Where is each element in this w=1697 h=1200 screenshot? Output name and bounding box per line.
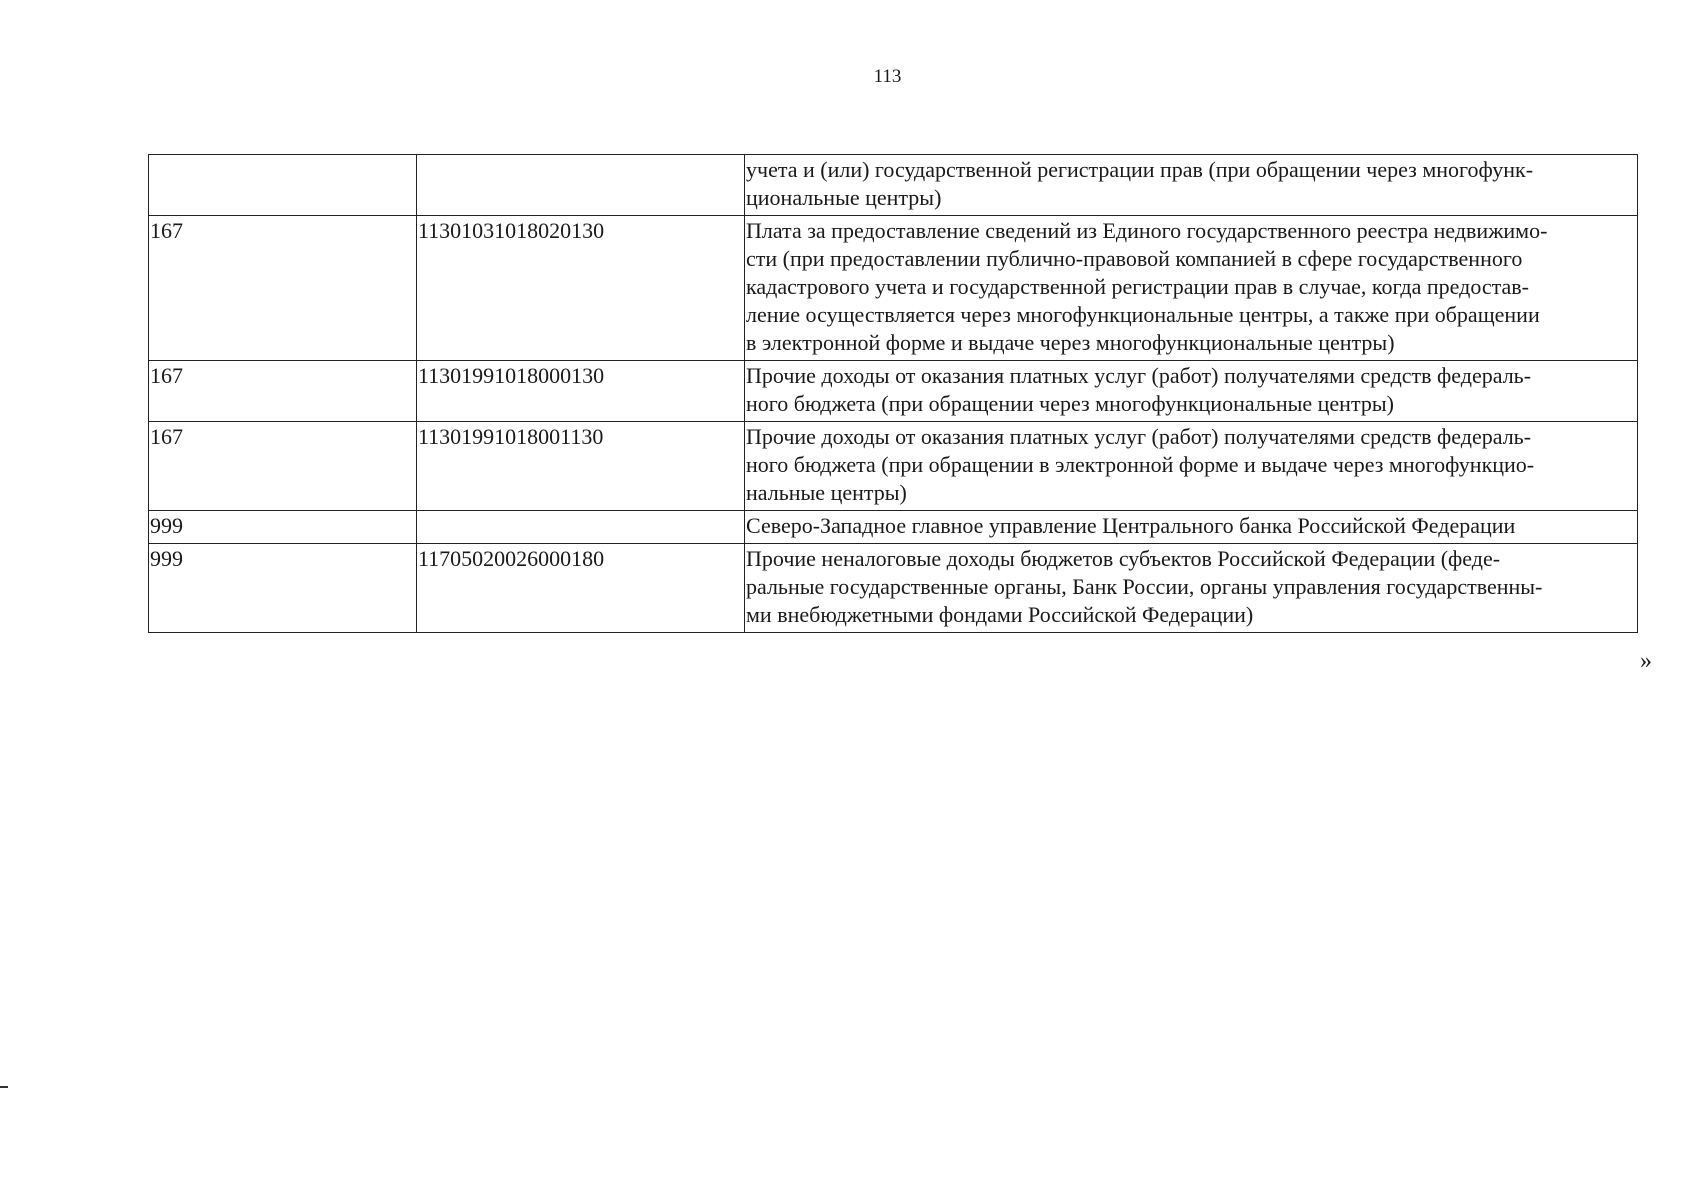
- admin-code-cell: 167: [149, 361, 417, 422]
- closing-quote-mark: »: [1640, 648, 1652, 674]
- description-cell: учета и (или) государственной регистрации прав (при обращении через многофунк- циональные центры): [745, 155, 1638, 216]
- admin-code-cell: 999: [149, 544, 417, 633]
- description-cell: Прочие неналоговые доходы бюджетов субъектов Российской Федерации (феде- ральные государственные органы, Банк России, органы управления государственны- ми внебюджетными фондами Российской Федерации): [745, 544, 1638, 633]
- income-code-cell: 11301031018020130: [417, 216, 745, 361]
- admin-code-cell: [149, 155, 417, 216]
- income-code-cell: 11705020026000180: [417, 544, 745, 633]
- description-cell: Прочие доходы от оказания платных услуг (работ) получателями средств федераль- ного бюджета (при обращении в электронной форме и выдаче через многофункцио- нальные центры): [745, 422, 1638, 511]
- table-row: [149, 422, 1638, 511]
- income-code-cell: [417, 155, 745, 216]
- income-code-cell: 11301991018000130: [417, 361, 745, 422]
- table-row: [149, 361, 1638, 422]
- income-code-cell: 11301991018001130: [417, 422, 745, 511]
- admin-code-cell: 167: [149, 216, 417, 361]
- budget-codes-table: [148, 154, 1638, 633]
- description-cell: Плата за предоставление сведений из Единого государственного реестра недвижимо- сти (при предоставлении публично-правовой компанией в сфере государственного кадастрового учета и государственной регистрации прав в случае, когда предостав- ление осуществляется через многофункциональные центры, а также при обращении в электронной форме и выдаче через многофункциональные центры): [745, 216, 1638, 361]
- table-row: [149, 511, 1638, 544]
- admin-code-cell: 999: [149, 511, 417, 544]
- table-row: [149, 155, 1638, 216]
- description-cell: Прочие доходы от оказания платных услуг (работ) получателями средств федераль- ного бюджета (при обращении через многофункциональные центры): [745, 361, 1638, 422]
- table-row: [149, 544, 1638, 633]
- page-number: 113: [873, 66, 902, 87]
- admin-code-cell: 167: [149, 422, 417, 511]
- table-row: [149, 216, 1638, 361]
- description-cell: Северо-Западное главное управление Центрального банка Российской Федерации: [745, 511, 1638, 544]
- margin-mark: [0, 1086, 8, 1088]
- income-code-cell: [417, 511, 745, 544]
